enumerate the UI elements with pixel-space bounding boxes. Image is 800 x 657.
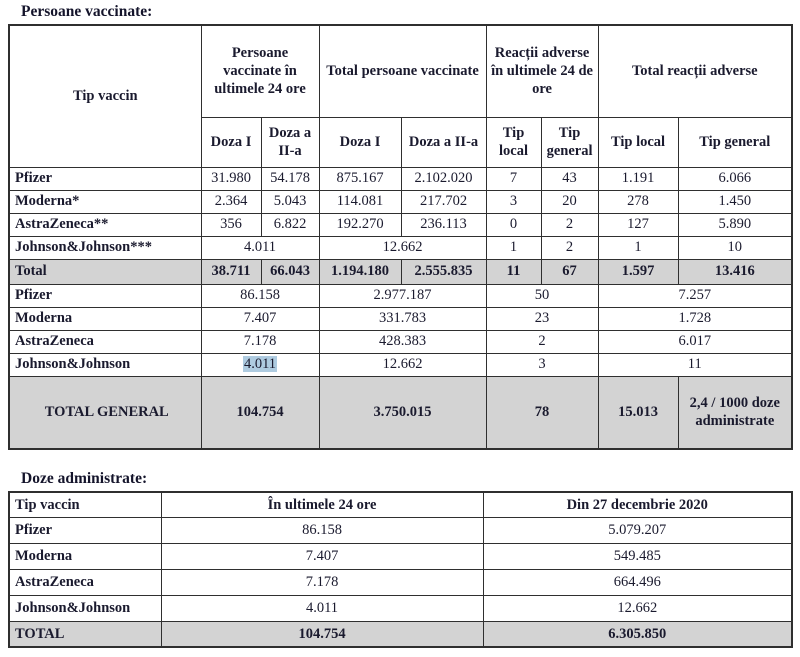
cell: 1.597 (598, 259, 678, 284)
cell: 236.113 (401, 213, 486, 236)
cell: 114.081 (319, 190, 401, 213)
cell: 6.017 (598, 330, 792, 353)
header-group-vaccinati-24h: Persoane vaccinate în ultimele 24 ore (201, 25, 319, 117)
table2-total-row (9, 621, 792, 647)
row-label: Moderna (9, 543, 161, 569)
cell: 20 (541, 190, 598, 213)
cell: 31.980 (201, 167, 261, 190)
cell: 7.407 (161, 543, 483, 569)
subheader-tip-general-24h: Tip general (541, 117, 598, 167)
cell: 7.178 (201, 330, 319, 353)
subheader-tip-general-total: Tip general (678, 117, 792, 167)
cell: 356 (201, 213, 261, 236)
cell: 5.043 (261, 190, 319, 213)
header-tip-vaccin: Tip vaccin (9, 25, 201, 167)
table1-row-moderna-doze (9, 190, 792, 213)
cell: 15.013 (598, 376, 678, 449)
cell: 1.450 (678, 190, 792, 213)
subheader-doza2-24h: Doza a II-a (261, 117, 319, 167)
section-title-doze-administrate: Doze administrate: (21, 470, 148, 487)
cell-with-selection (201, 353, 319, 376)
row-label: Johnson&Johnson (9, 595, 161, 621)
subheader-doza1-total: Doza I (319, 117, 401, 167)
cell: 2 (486, 330, 598, 353)
row-label: Johnson&Johnson (9, 353, 201, 376)
cell: 2 (541, 236, 598, 259)
row-label: Pfizer (9, 284, 201, 307)
table2-row-astrazeneca (9, 569, 792, 595)
cell: 2.102.020 (401, 167, 486, 190)
cell: 7.407 (201, 307, 319, 330)
section-title-persoane-vaccinate: Persoane vaccinate: (21, 3, 153, 20)
section-gap (0, 450, 800, 470)
cell: 11 (486, 259, 541, 284)
cell: 3 (486, 190, 541, 213)
cell: 4.011 (161, 595, 483, 621)
subheader-doza2-total: Doza a II-a (401, 117, 486, 167)
cell: 278 (598, 190, 678, 213)
cell: 12.662 (483, 595, 792, 621)
cell: 5.890 (678, 213, 792, 236)
subheader-tip-local-24h: Tip local (486, 117, 541, 167)
row-label: AstraZeneca** (9, 213, 201, 236)
cell: 2,4 / 1000 doze administrate (678, 376, 792, 449)
cell: 12.662 (319, 236, 486, 259)
header-group-reactii-24h: Reacții adverse în ultimele 24 de ore (486, 25, 598, 117)
cell: 192.270 (319, 213, 401, 236)
row-label: Moderna (9, 307, 201, 330)
subheader-tip-local-total: Tip local (598, 117, 678, 167)
table2-header-row (9, 492, 792, 517)
cell: 331.783 (319, 307, 486, 330)
cell: 86.158 (201, 284, 319, 307)
cell: 12.662 (319, 353, 486, 376)
cell: 54.178 (261, 167, 319, 190)
cell: 1.191 (598, 167, 678, 190)
header-ultimele-24-ore: În ultimele 24 ore (161, 492, 483, 517)
cell: 1.728 (598, 307, 792, 330)
row-label: Moderna* (9, 190, 201, 213)
header-group-total-reactii: Total reacții adverse (598, 25, 792, 117)
cell: 6.822 (261, 213, 319, 236)
cell: 1 (486, 236, 541, 259)
cell: 7.178 (161, 569, 483, 595)
cell: 6.305.850 (483, 621, 792, 647)
cell: 86.158 (161, 517, 483, 543)
cell: 2.555.835 (401, 259, 486, 284)
cell: 43 (541, 167, 598, 190)
cell: 0 (486, 213, 541, 236)
cell: 127 (598, 213, 678, 236)
table2-row-johnson (9, 595, 792, 621)
persoane-vaccinate-table (8, 24, 793, 450)
cell: 3.750.015 (319, 376, 486, 449)
table2-row-pfizer (9, 517, 792, 543)
doze-administrate-table (8, 491, 793, 648)
row-label: AstraZeneca (9, 569, 161, 595)
cell: 664.496 (483, 569, 792, 595)
row-label: Pfizer (9, 167, 201, 190)
cell: 7 (486, 167, 541, 190)
table1-total-row (9, 259, 792, 284)
cell: 3 (486, 353, 598, 376)
cell: 78 (486, 376, 598, 449)
cell: 50 (486, 284, 598, 307)
cell: 23 (486, 307, 598, 330)
cell: 6.066 (678, 167, 792, 190)
row-label: Total (9, 259, 201, 284)
cell: 38.711 (201, 259, 261, 284)
table2-row-moderna (9, 543, 792, 569)
table1-row-astrazeneca-doze (9, 213, 792, 236)
table1-row-johnson-combined (9, 353, 792, 376)
table1-total-general-row (9, 376, 792, 449)
cell: 2 (541, 213, 598, 236)
selected-text-highlight: 4.011 (243, 356, 277, 373)
cell: 875.167 (319, 167, 401, 190)
cell: 11 (598, 353, 792, 376)
header-tip-vaccin: Tip vaccin (9, 492, 161, 517)
subheader-doza1-24h: Doza I (201, 117, 261, 167)
table1-row-pfizer-doze (9, 167, 792, 190)
cell: 67 (541, 259, 598, 284)
cell: 2.977.187 (319, 284, 486, 307)
row-label: TOTAL GENERAL (9, 376, 201, 449)
cell: 66.043 (261, 259, 319, 284)
cell: 7.257 (598, 284, 792, 307)
header-din-27-decembrie: Din 27 decembrie 2020 (483, 492, 792, 517)
cell: 1.194.180 (319, 259, 401, 284)
cell: 549.485 (483, 543, 792, 569)
table1-row-moderna-combined (9, 307, 792, 330)
row-label: TOTAL (9, 621, 161, 647)
cell: 104.754 (161, 621, 483, 647)
row-label: Johnson&Johnson*** (9, 236, 201, 259)
cell: 217.702 (401, 190, 486, 213)
cell: 4.011 (201, 236, 319, 259)
row-label: Pfizer (9, 517, 161, 543)
cell: 5.079.207 (483, 517, 792, 543)
cell: 428.383 (319, 330, 486, 353)
cell: 10 (678, 236, 792, 259)
header-group-total-vaccinati: Total persoane vaccinate (319, 25, 486, 117)
cell: 2.364 (201, 190, 261, 213)
cell: 1 (598, 236, 678, 259)
row-label: AstraZeneca (9, 330, 201, 353)
table1-row-johnson-doze (9, 236, 792, 259)
table1-row-pfizer-combined (9, 284, 792, 307)
cell: 104.754 (201, 376, 319, 449)
table1-row-astrazeneca-combined (9, 330, 792, 353)
cell: 13.416 (678, 259, 792, 284)
table1-group-header-row (9, 25, 792, 117)
